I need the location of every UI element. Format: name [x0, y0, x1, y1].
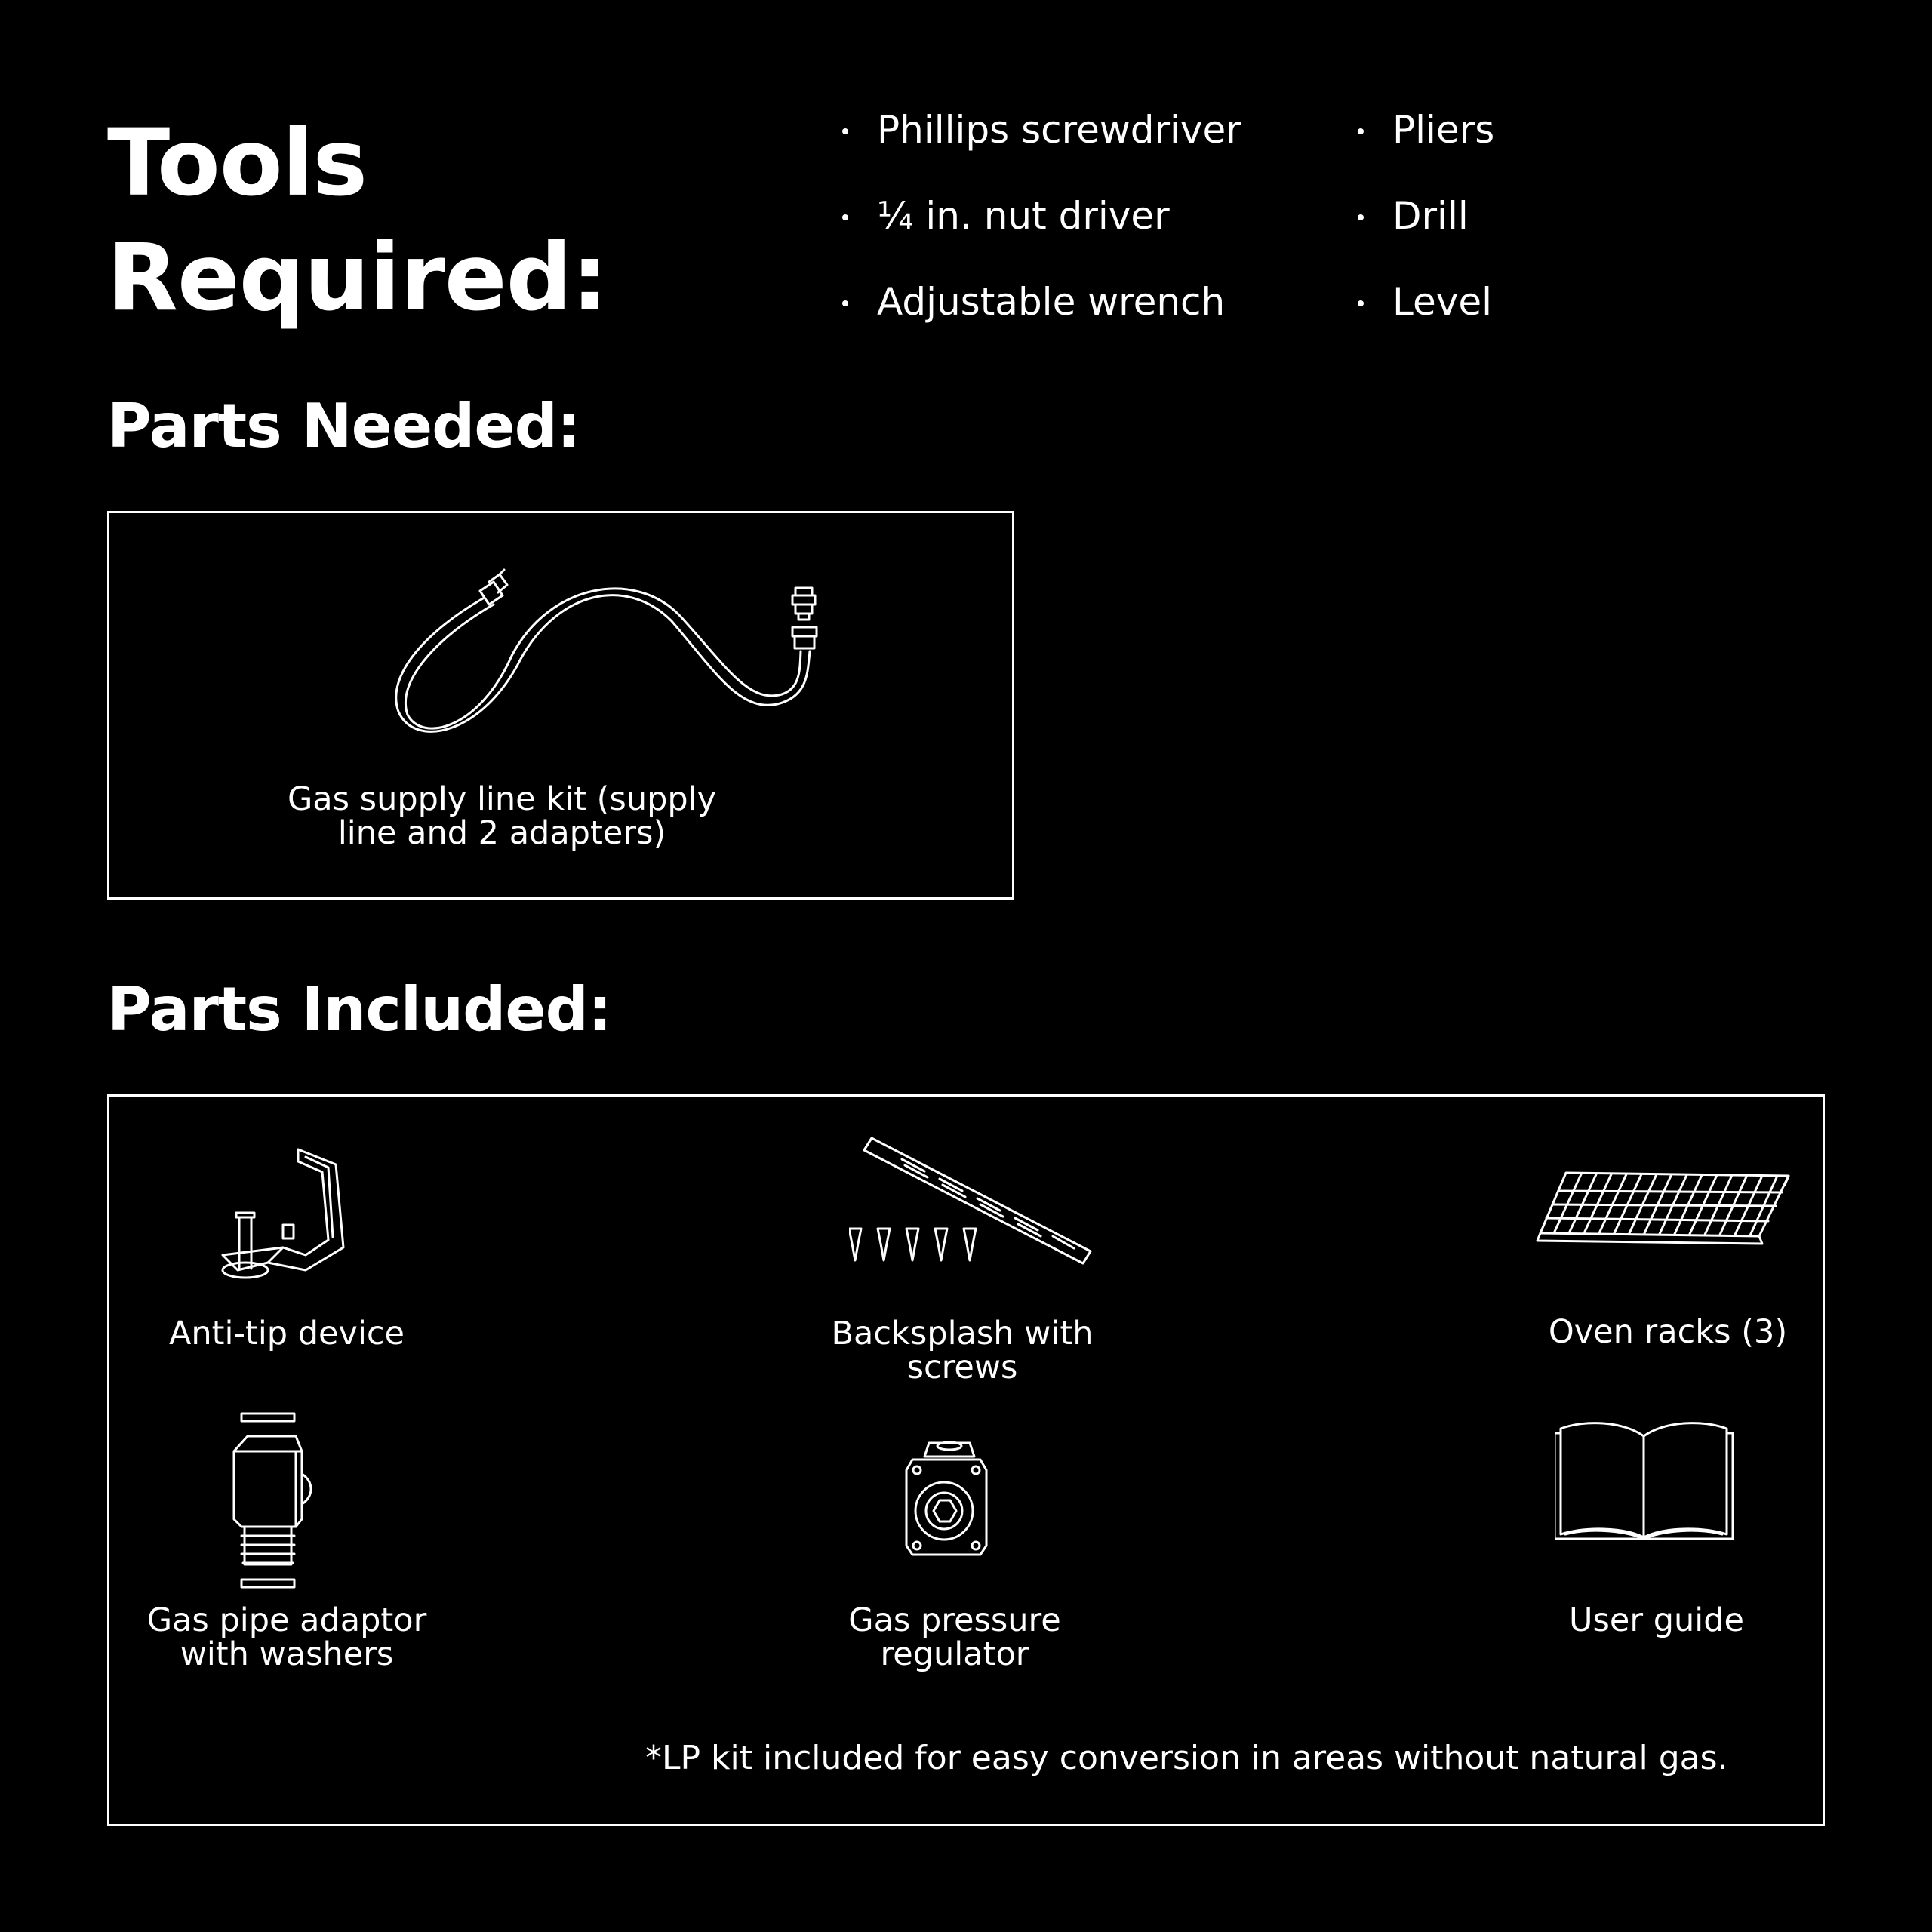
lp-kit-note: *LP kit included for easy conversion in areas without natural gas.	[645, 1739, 1728, 1777]
parts-included-heading: Parts Included:	[107, 974, 611, 1044]
parts-needed-heading: Parts Needed:	[107, 391, 580, 461]
tool-item: Drill	[1355, 188, 1494, 274]
gas-pressure-regulator-icon	[902, 1440, 992, 1561]
anti-tip-device-icon	[192, 1142, 381, 1285]
oven-rack-caption: Oven racks (3)	[1548, 1313, 1788, 1351]
parts-included-box	[107, 1094, 1825, 1826]
gas-pressure-regulator-caption: Gas pressure regulator	[848, 1601, 1061, 1673]
parts-needed-box	[107, 511, 1014, 900]
tool-item: Phillips screwdriver	[839, 102, 1241, 188]
anti-tip-device-caption: Anti-tip device	[168, 1315, 405, 1352]
gas-supply-line-caption: Gas supply line kit (supply line and 2 adapters)	[287, 780, 717, 852]
gas-pipe-adaptor-caption: Gas pipe adaptor with washers	[146, 1601, 427, 1673]
tool-item: Level	[1355, 274, 1494, 360]
gas-pipe-adaptor-icon	[226, 1414, 332, 1587]
tool-item: Adjustable wrench	[839, 274, 1241, 360]
tools-list-column-2	[1355, 102, 1494, 360]
user-guide-icon	[1555, 1414, 1736, 1542]
backsplash-screws-caption: Backsplash with screws	[831, 1315, 1094, 1386]
tool-item: ¼ in. nut driver	[839, 188, 1241, 274]
tools-list-column-1	[839, 102, 1241, 360]
gas-supply-line-icon	[309, 561, 898, 742]
user-guide-caption: User guide	[1569, 1601, 1744, 1639]
backsplash-screws-icon	[849, 1131, 1106, 1281]
tools-required-heading: Tools Required:	[107, 109, 608, 331]
oven-rack-icon	[1536, 1168, 1792, 1251]
tool-item: Pliers	[1355, 102, 1494, 188]
